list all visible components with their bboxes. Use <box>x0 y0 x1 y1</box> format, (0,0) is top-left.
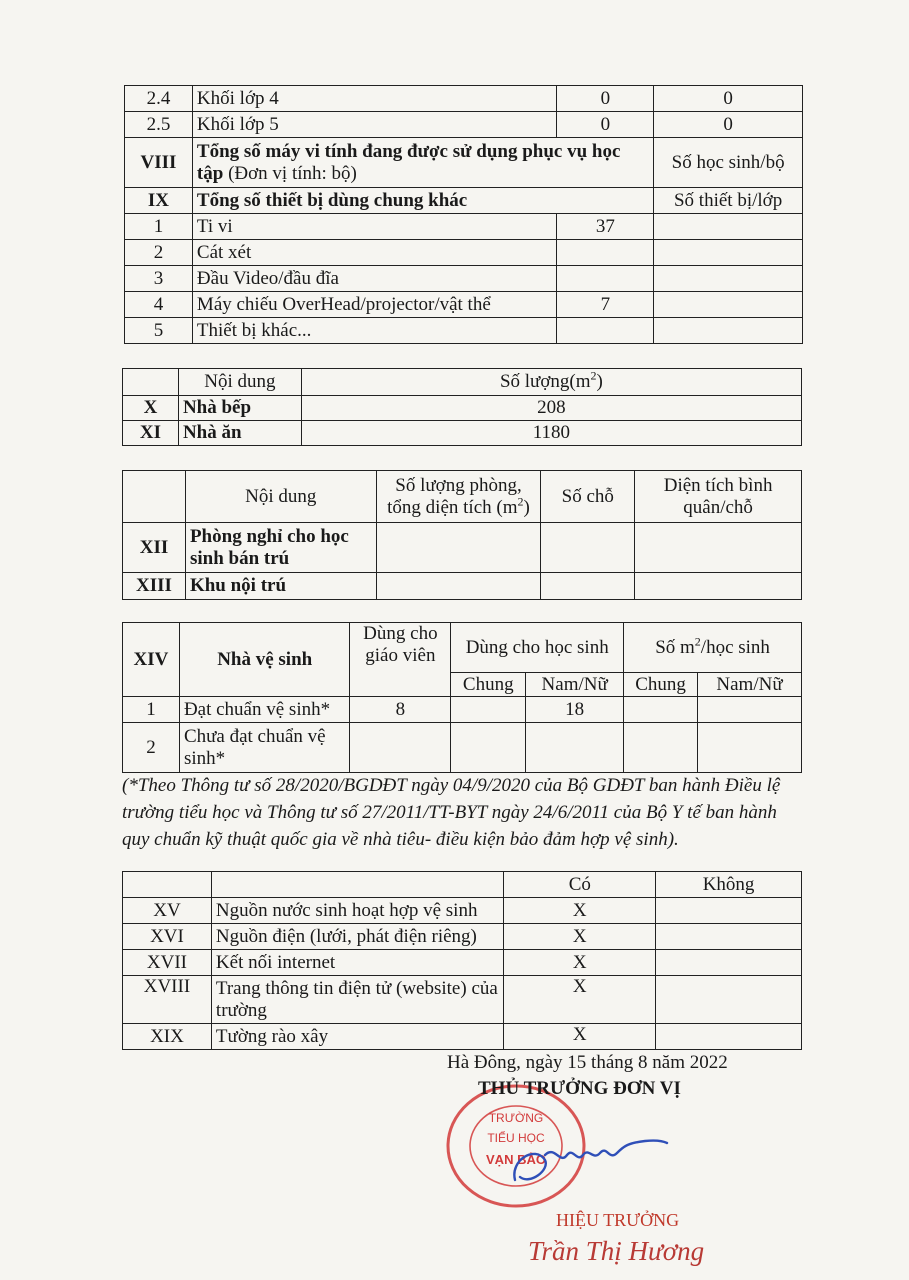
facilities-table <box>122 871 802 1050</box>
table-header: Nội dung Số $lượng(m^2)$ <box>123 369 802 396</box>
equipment-table <box>124 85 803 344</box>
table-subheader: Chung Nam/Nữ Chung Nam/Nữ <box>123 673 802 697</box>
principal-title: HIỆU TRƯỞNG <box>556 1210 680 1230</box>
qty-header: Số $lượng(m^2)$ <box>301 369 801 396</box>
table-row: 4 Máy chiếu OverHead/projector/vật thể 7 <box>125 292 803 318</box>
table-row: XV Nguồn nước sinh hoạt hợp vệ sinh X <box>123 898 802 924</box>
table-row: 2.4 Khối lớp 4 0 0 <box>125 86 803 112</box>
stamp-text-3: VẠN BẢO <box>486 1152 546 1167</box>
table-row: 2 Cát xét <box>125 240 803 266</box>
stamp-text-1: TRƯỜNG <box>488 1111 544 1125</box>
table-row: XIX Tường rào xây X <box>123 1024 802 1050</box>
toilet-table <box>122 622 802 773</box>
stamp-text-2: TIỂU HỌC <box>487 1131 545 1145</box>
table-row: XVII Kết nối internet X <box>123 950 802 976</box>
table-row: X Nhà bếp 208 <box>123 396 802 421</box>
table-row: XVI Nguồn điện (lưới, phát điện riêng) X <box>123 924 802 950</box>
table-header: XIV Nhà vệ sinh Dùng cho giáo viên Dùng cho học sinh Số $m^2$/học sinh <box>123 623 802 673</box>
boarding-table <box>122 470 802 600</box>
viii-label: Tổng số máy vi tính đang được sử dụng phục vụ học tập (Đơn vị tính: bộ) <box>192 138 653 188</box>
principal-name: Trần Thị Hương <box>528 1236 705 1266</box>
table-row-ix: IX Tổng số thiết bị dùng chung khác Số thiết bị/lớp <box>125 188 803 214</box>
table-row: 2 Chưa đạt chuẩn vệ sinh* <box>123 723 802 773</box>
table-row: XI Nhà ăn 1180 <box>123 421 802 446</box>
signature-scribble <box>505 1125 670 1195</box>
table-row: XIII Khu nội trú <box>123 573 802 600</box>
per-student-header: Số $m^2$/học sinh <box>624 623 802 673</box>
table-row: XVIII Trang thông tin điện tử (website) của trường X <box>123 976 802 1024</box>
place-date: Hà Đông, ngày 15 tháng 8 năm 2022 <box>447 1052 728 1073</box>
table-row: 3 Đầu Video/đầu đĩa <box>125 266 803 292</box>
kitchen-table <box>122 368 802 446</box>
table-row-viii: VIII Tổng số máy vi tính đang được sử dụng phục vụ học tập (Đơn vị tính: bộ) Số học sinh/bộ <box>125 138 803 188</box>
table-row: 1 Ti vi 37 <box>125 214 803 240</box>
footnote: (*Theo Thông tư số 28/2020/BGDĐT ngày 04/9/2020 của Bộ GDĐT ban hành Điều lệ trường tiểu học và Thông tư số 27/2011/TT-BYT ngày 24/6/2011 của Bộ Y tế ban hành quy chuẩn kỹ thuật quốc gia về nhà tiêu- điều kiện bảo đảm hợp vệ sinh). <box>122 775 781 850</box>
table-header: Có Không <box>123 872 802 898</box>
table-row: 2.5 Khối lớp 5 0 0 <box>125 112 803 138</box>
table-row: XII Phòng nghỉ cho học sinh bán trú <box>123 523 802 573</box>
table-row: 1 Đạt chuẩn vệ sinh* 8 18 <box>123 697 802 723</box>
rooms-header: Số lượng phòng, tổng diện tích $(m^2)$ <box>376 471 541 523</box>
table-header: Nội dung Số lượng phòng, tổng diện tích $(m^2)$ Số chỗ Diện tích bình quân/chỗ <box>123 471 802 523</box>
unit-head-heading: THỦ TRƯỞNG ĐƠN VỊ <box>478 1078 681 1099</box>
table-row: 5 Thiết bị khác... <box>125 318 803 344</box>
